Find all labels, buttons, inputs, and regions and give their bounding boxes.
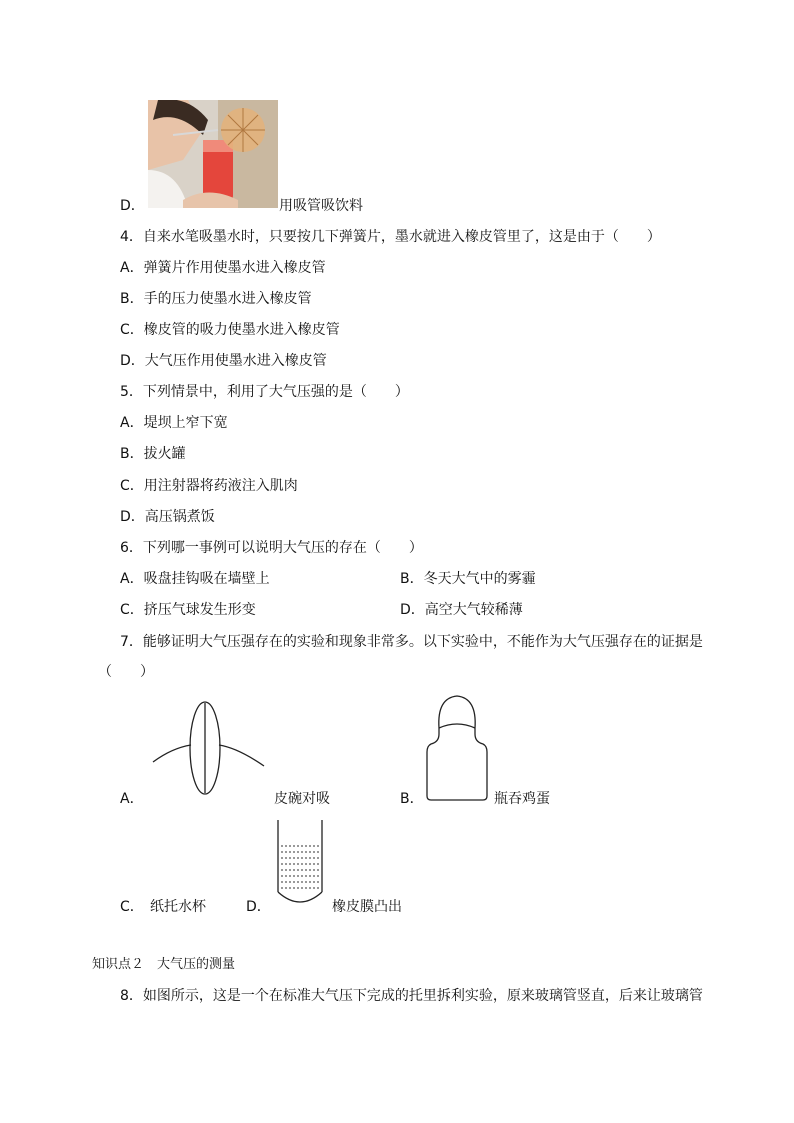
suction-cups-diagram	[150, 700, 270, 800]
q5-option-a: A．堤坝上窄下宽	[120, 415, 228, 431]
q3-option-d-letter: D．	[120, 198, 145, 214]
tube-membrane-diagram	[274, 818, 326, 910]
q7-option-b-caption: 瓶吞鸡蛋	[494, 791, 550, 807]
q7-option-a-letter: A．	[120, 791, 144, 807]
q7-option-d-caption: 橡皮膜凸出	[332, 899, 402, 915]
q7-option-d-letter: D．	[246, 899, 271, 915]
q5-option-d: D．高压锅煮饭	[120, 509, 215, 525]
q6-stem: 6．下列哪一事例可以说明大气压的存在（ ）	[120, 540, 423, 556]
q4-stem: 4．自来水笔吸墨水时，只要按几下弹簧片，墨水就进入橡皮管里了，这是由于（ ）	[120, 229, 661, 245]
section-heading: 知识点２ 大气压的测量	[92, 957, 236, 972]
drinking-straw-photo	[148, 100, 278, 208]
q7-option-c-letter: C．	[120, 899, 144, 915]
q6-option-c: C．挤压气球发生形变	[120, 602, 256, 618]
q3-option-d-text: 用吸管吸饮料	[279, 198, 363, 214]
q4-option-c: C．橡皮管的吸力使墨水进入橡皮管	[120, 322, 340, 338]
q4-option-b: B．手的压力使墨水进入橡皮管	[120, 291, 312, 307]
bottle-egg-diagram	[425, 692, 491, 804]
q5-stem: 5．下列情景中，利用了大气压强的是（ ）	[120, 384, 409, 400]
q4-option-a: A．弹簧片作用使墨水进入橡皮管	[120, 260, 326, 276]
q5-option-c: C．用注射器将药液注入肌肉	[120, 478, 298, 494]
q6-option-b: B．冬天大气中的雾霾	[400, 571, 536, 587]
q7-option-a-caption: 皮碗对吸	[274, 791, 330, 807]
q5-option-b: B．拔火罐	[120, 446, 186, 462]
q4-option-d: D．大气压作用使墨水进入橡皮管	[120, 353, 327, 369]
q8-stem: 8．如图所示，这是一个在标准大气压下完成的托里拆利实验，原来玻璃管竖直，后来让玻璃管	[120, 988, 703, 1004]
q7-stem-line2: （ ）	[98, 664, 154, 680]
q6-option-d: D．高空大气较稀薄	[400, 602, 523, 618]
q7-option-c-caption: 纸托水杯	[150, 899, 206, 915]
q7-stem-line1: 7．能够证明大气压强存在的实验和现象非常多。以下实验中，不能作为大气压强存在的证据是	[120, 634, 703, 650]
q6-option-a: A．吸盘挂钩吸在墙壁上	[120, 571, 270, 587]
q7-option-b-letter: B．	[400, 791, 424, 807]
